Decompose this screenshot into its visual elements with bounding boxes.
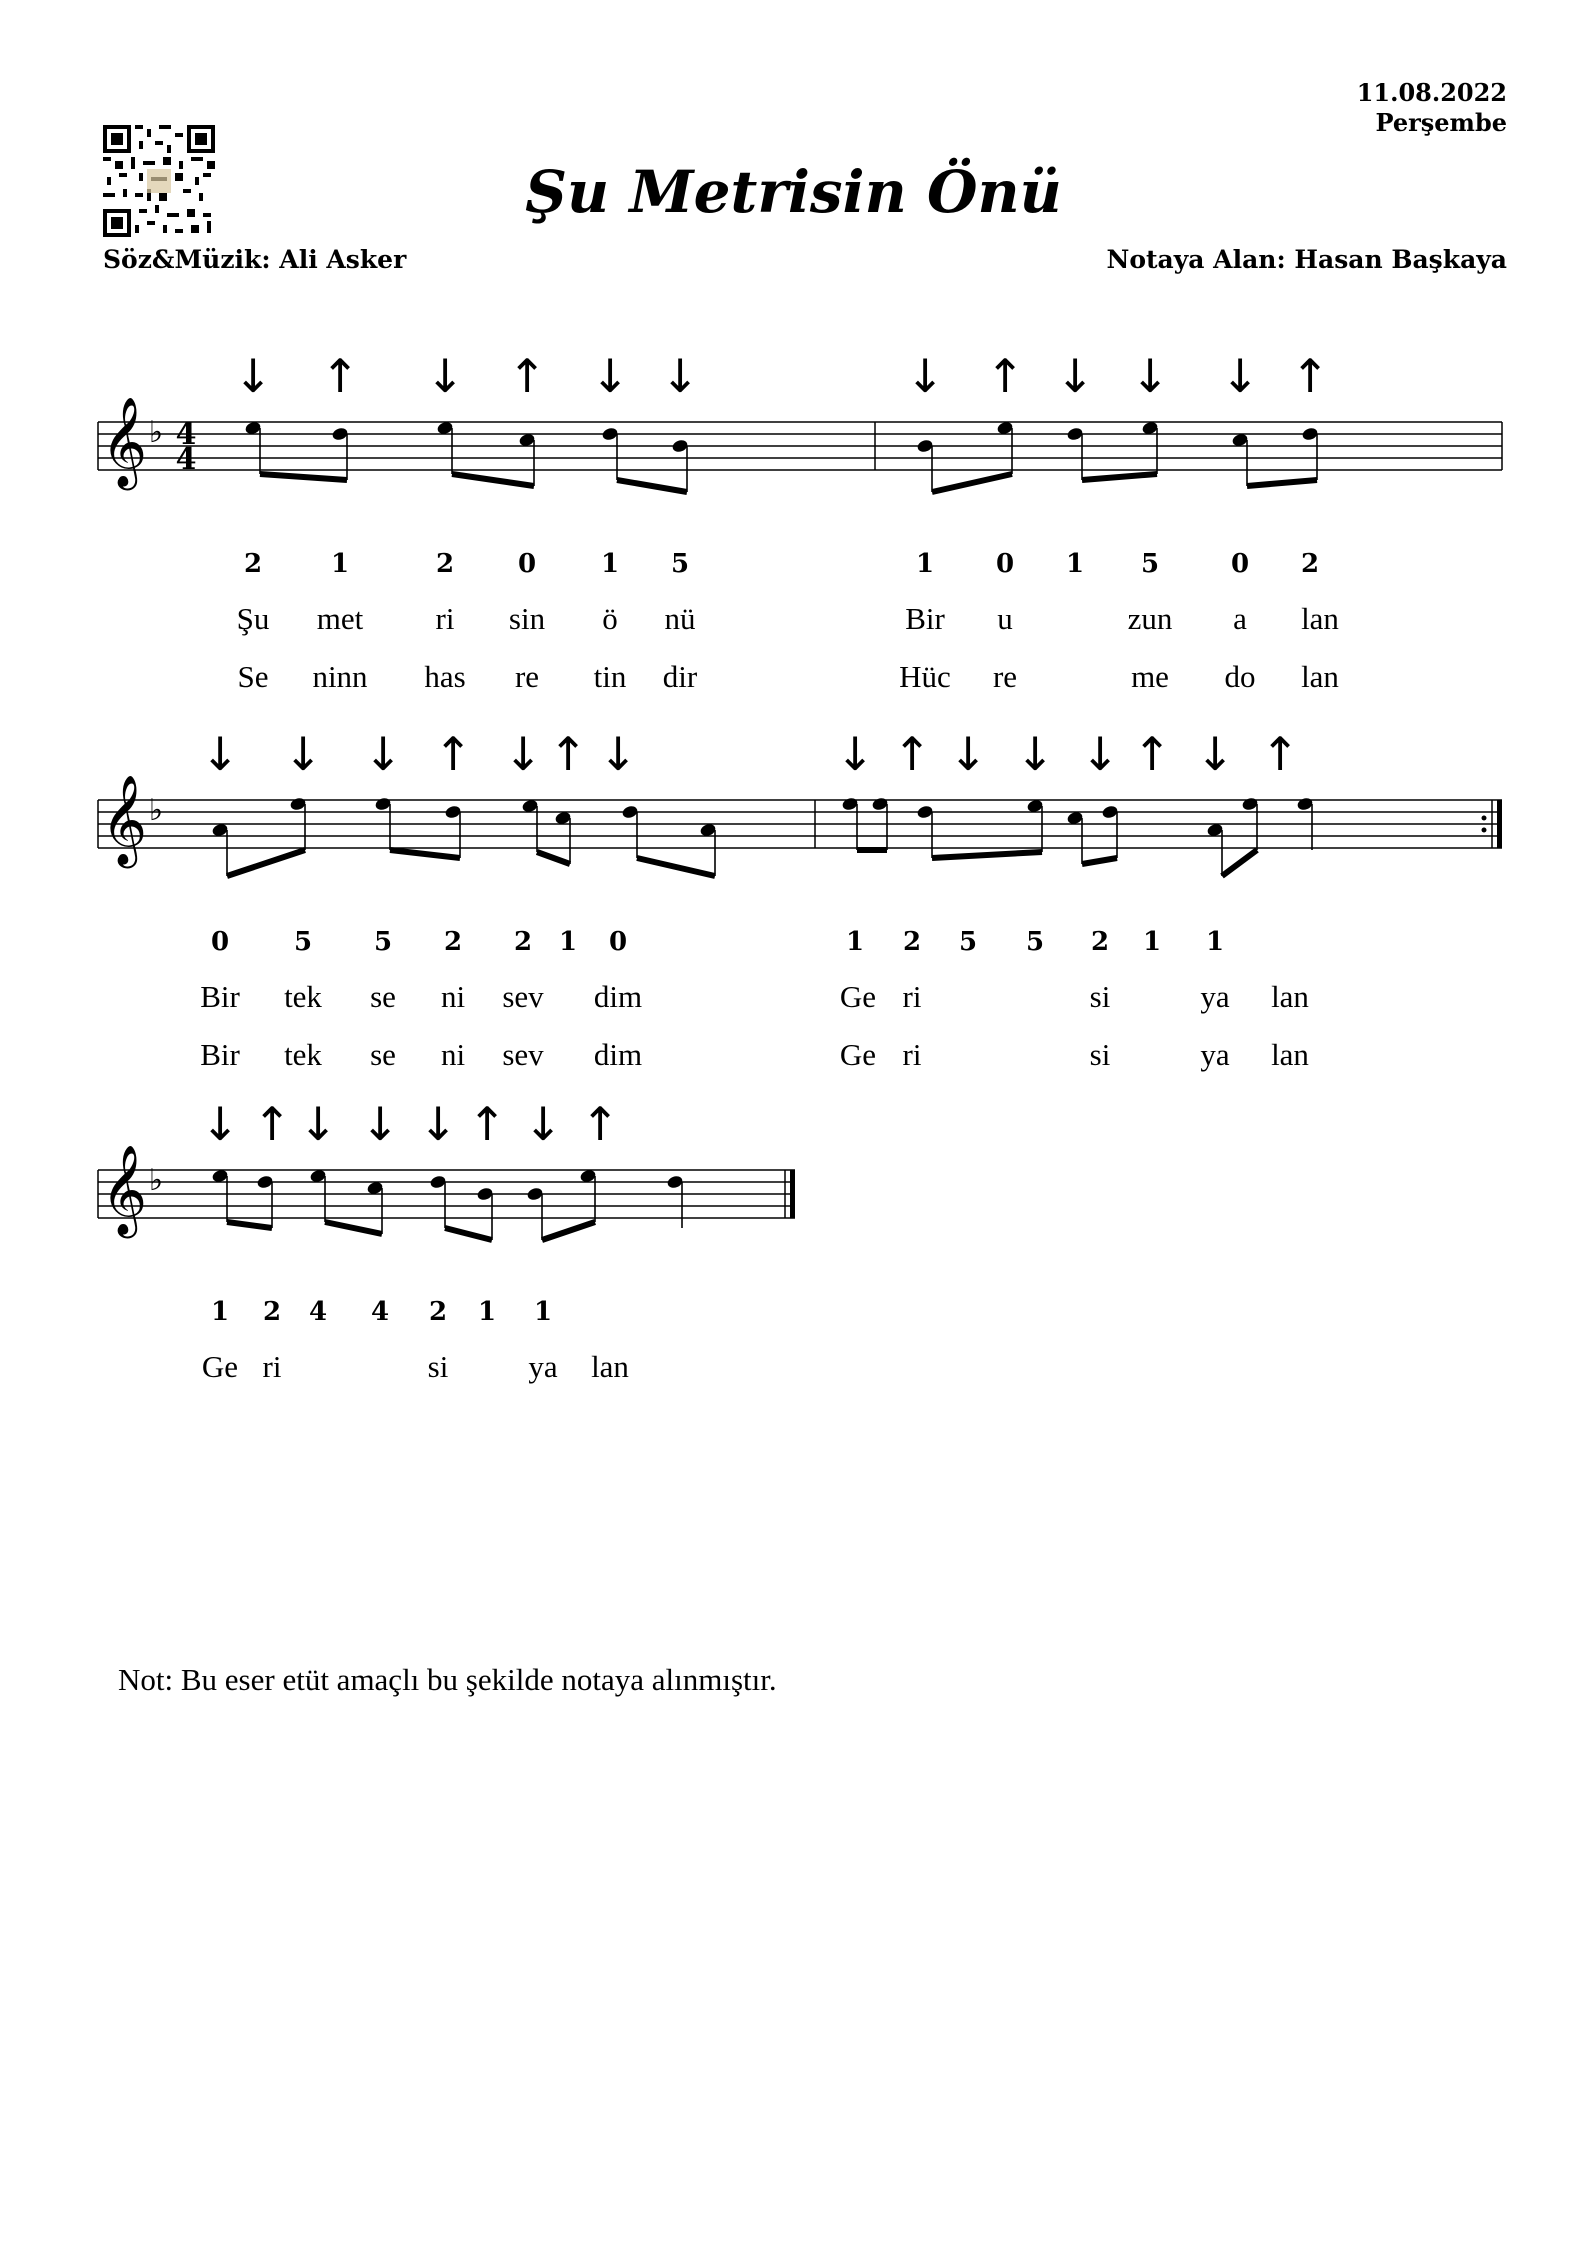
arrow-up-icon: ↑ bbox=[580, 1097, 620, 1151]
lyric-syllable: tek bbox=[284, 979, 322, 1014]
note-beam bbox=[390, 850, 460, 858]
lyric-syllable: sev bbox=[502, 1037, 544, 1072]
repeat-dot bbox=[1482, 828, 1487, 833]
arrow-up-icon: ↑ bbox=[433, 727, 473, 781]
lyric-syllable: ya bbox=[1200, 979, 1230, 1014]
fingering-number: 5 bbox=[1140, 549, 1160, 579]
arrow-up-icon: ↑ bbox=[1132, 727, 1172, 781]
note-beam bbox=[445, 1228, 492, 1240]
arrow-down-icon: ↓ bbox=[360, 1097, 400, 1151]
lyric-syllable: re bbox=[514, 659, 540, 694]
lyric-syllable: si bbox=[1089, 1037, 1111, 1072]
arrow-down-icon: ↓ bbox=[598, 727, 638, 781]
lyric-syllable: zun bbox=[1127, 601, 1173, 636]
flat-icon: ♭ bbox=[148, 793, 164, 828]
lyric-syllable: me bbox=[1131, 659, 1169, 694]
arrow-up-icon: ↑ bbox=[252, 1097, 292, 1151]
lyric-syllable: Se bbox=[237, 659, 269, 694]
lyric-syllable: ri bbox=[262, 1349, 282, 1384]
arrow-up-icon: ↑ bbox=[548, 727, 588, 781]
arrow-down-icon: ↓ bbox=[835, 727, 875, 781]
fingering-number: 1 bbox=[600, 549, 620, 579]
lyric-syllable: ri bbox=[435, 601, 455, 636]
fingering-number: 0 bbox=[517, 549, 537, 579]
fingering-number: 1 bbox=[533, 1297, 553, 1327]
staff-system bbox=[98, 397, 1502, 492]
note-beam bbox=[617, 480, 687, 492]
lyric-syllable: met bbox=[316, 601, 364, 636]
lyric-syllable: si bbox=[1089, 979, 1111, 1014]
treble-clef-icon: 𝄞 bbox=[100, 775, 148, 865]
arrow-up-icon: ↑ bbox=[467, 1097, 507, 1151]
fingering-number: 4 bbox=[308, 1297, 328, 1327]
staff-system bbox=[98, 775, 1502, 876]
note-beam bbox=[637, 858, 715, 876]
fingering-number: 2 bbox=[262, 1297, 282, 1327]
lyric-syllable: se bbox=[370, 1037, 396, 1072]
arrow-down-icon: ↓ bbox=[948, 727, 988, 781]
fingering-number: 0 bbox=[1230, 549, 1250, 579]
time-signature-top: 4 bbox=[175, 417, 197, 452]
note-beam bbox=[537, 852, 570, 864]
lyric-syllable: ri bbox=[902, 1037, 922, 1072]
final-barline bbox=[790, 1170, 795, 1218]
fingering-number: 1 bbox=[477, 1297, 497, 1327]
note-beam bbox=[325, 1222, 382, 1234]
lyric-syllable: dim bbox=[593, 979, 643, 1014]
arrow-down-icon: ↓ bbox=[1130, 349, 1170, 403]
arrow-down-icon: ↓ bbox=[418, 1097, 458, 1151]
note-beam bbox=[1247, 480, 1317, 486]
flat-icon: ♭ bbox=[148, 415, 164, 450]
flat-icon: ♭ bbox=[148, 1163, 164, 1198]
lyric-syllable: lan bbox=[1271, 1037, 1309, 1072]
fingering-number: 2 bbox=[1090, 927, 1110, 957]
fingering-number: 5 bbox=[958, 927, 978, 957]
arrow-down-icon: ↓ bbox=[283, 727, 323, 781]
lyric-syllable: nü bbox=[664, 601, 696, 636]
arrow-down-icon: ↓ bbox=[233, 349, 273, 403]
arrow-down-icon: ↓ bbox=[660, 349, 700, 403]
arrow-up-icon: ↑ bbox=[507, 349, 547, 403]
treble-clef-icon: 𝄞 bbox=[100, 1145, 148, 1235]
treble-clef-icon: 𝄞 bbox=[100, 397, 148, 487]
fingering-number: 2 bbox=[428, 1297, 448, 1327]
lyric-syllable: Şu bbox=[236, 601, 270, 636]
fingering-number: 4 bbox=[370, 1297, 390, 1327]
lyric-syllable: Hüc bbox=[899, 659, 951, 694]
lyric-syllable: Ge bbox=[839, 1037, 877, 1072]
fingering-number: 1 bbox=[1142, 927, 1162, 957]
fingering-number: 5 bbox=[670, 549, 690, 579]
fingering-number: 5 bbox=[373, 927, 393, 957]
fingering-number: 2 bbox=[435, 549, 455, 579]
arrow-down-icon: ↓ bbox=[1195, 727, 1235, 781]
note-beam bbox=[932, 474, 1012, 492]
note-beam bbox=[542, 1222, 595, 1240]
arrow-down-icon: ↓ bbox=[1220, 349, 1260, 403]
note-beam bbox=[1082, 474, 1157, 480]
arrow-down-icon: ↓ bbox=[523, 1097, 563, 1151]
arrow-up-icon: ↑ bbox=[985, 349, 1025, 403]
note-beam bbox=[227, 850, 305, 876]
lyric-syllable: Ge bbox=[839, 979, 877, 1014]
arrow-down-icon: ↓ bbox=[905, 349, 945, 403]
lyric-syllable: Bir bbox=[905, 601, 945, 636]
lyric-syllable: has bbox=[424, 659, 466, 694]
date-text: 11.08.2022 bbox=[1356, 78, 1507, 107]
arrow-down-icon: ↓ bbox=[298, 1097, 338, 1151]
lyric-syllable: dir bbox=[662, 659, 698, 694]
lyric-syllable: do bbox=[1224, 659, 1256, 694]
fingering-number: 1 bbox=[1205, 927, 1225, 957]
arrow-up-icon: ↑ bbox=[1260, 727, 1300, 781]
repeat-dot bbox=[1482, 816, 1487, 821]
note-beam bbox=[932, 852, 1042, 858]
final-barline bbox=[1497, 800, 1502, 848]
lyric-syllable: tin bbox=[593, 659, 627, 694]
lyric-syllable: sin bbox=[508, 601, 546, 636]
lyric-syllable: lan bbox=[1301, 601, 1339, 636]
fingering-number: 1 bbox=[210, 1297, 230, 1327]
page-title: Şu Metrisin Önü bbox=[525, 158, 1062, 226]
fingering-number: 5 bbox=[293, 927, 313, 957]
arrow-up-icon: ↑ bbox=[320, 349, 360, 403]
fingering-number: 2 bbox=[243, 549, 263, 579]
fingering-number: 1 bbox=[558, 927, 578, 957]
fingering-number: 2 bbox=[1300, 549, 1320, 579]
lyric-syllable: se bbox=[370, 979, 396, 1014]
arrow-down-icon: ↓ bbox=[200, 727, 240, 781]
arrow-down-icon: ↓ bbox=[425, 349, 465, 403]
arrow-up-icon: ↑ bbox=[1290, 349, 1330, 403]
footer-note: Not: Bu eser etüt amaçlı bu şekilde notaya alınmıştır. bbox=[118, 1662, 777, 1697]
fingering-number: 1 bbox=[1065, 549, 1085, 579]
arrow-down-icon: ↓ bbox=[1055, 349, 1095, 403]
composer-credit: Söz&Müzik: Ali Asker bbox=[103, 245, 407, 274]
lyric-syllable: ni bbox=[440, 1037, 466, 1072]
fingering-number: 0 bbox=[995, 549, 1015, 579]
lyric-syllable: Ge bbox=[201, 1349, 239, 1384]
time-signature-bottom: 4 bbox=[175, 442, 197, 477]
lyric-syllable: si bbox=[427, 1349, 449, 1384]
note-beam bbox=[227, 1222, 272, 1228]
lyric-syllable: ya bbox=[1200, 1037, 1230, 1072]
lyric-syllable: lan bbox=[591, 1349, 629, 1384]
note-beam bbox=[1082, 858, 1117, 864]
lyric-syllable: Bir bbox=[200, 979, 240, 1014]
lyric-syllable: lan bbox=[1271, 979, 1309, 1014]
fingering-number: 1 bbox=[915, 549, 935, 579]
lyric-syllable: tek bbox=[284, 1037, 322, 1072]
lyric-syllable: ninn bbox=[312, 659, 368, 694]
lyric-syllable: ö bbox=[602, 601, 618, 636]
arrow-down-icon: ↓ bbox=[1080, 727, 1120, 781]
arrow-down-icon: ↓ bbox=[1015, 727, 1055, 781]
arrow-down-icon: ↓ bbox=[363, 727, 403, 781]
fingering-number: 2 bbox=[513, 927, 533, 957]
fingering-number: 0 bbox=[210, 927, 230, 957]
lyric-syllable: Bir bbox=[200, 1037, 240, 1072]
fingering-number: 1 bbox=[330, 549, 350, 579]
day-text: Perşembe bbox=[1375, 108, 1507, 137]
fingering-number: 5 bbox=[1025, 927, 1045, 957]
arrow-up-icon: ↑ bbox=[892, 727, 932, 781]
lyric-syllable: ri bbox=[902, 979, 922, 1014]
arrow-down-icon: ↓ bbox=[590, 349, 630, 403]
lyric-syllable: a bbox=[1233, 601, 1247, 636]
lyric-syllable: re bbox=[992, 659, 1018, 694]
fingering-number: 0 bbox=[608, 927, 628, 957]
fingering-number: 1 bbox=[845, 927, 865, 957]
note-beam bbox=[260, 474, 347, 480]
arrow-down-icon: ↓ bbox=[503, 727, 543, 781]
note-beam bbox=[1222, 850, 1257, 876]
lyric-syllable: dim bbox=[593, 1037, 643, 1072]
arrow-down-icon: ↓ bbox=[200, 1097, 240, 1151]
lyric-syllable: ni bbox=[440, 979, 466, 1014]
staff-system bbox=[98, 1145, 795, 1240]
lyric-syllable: ya bbox=[528, 1349, 558, 1384]
lyric-syllable: u bbox=[997, 601, 1013, 636]
fingering-number: 2 bbox=[902, 927, 922, 957]
fingering-number: 2 bbox=[443, 927, 463, 957]
lyric-syllable: sev bbox=[502, 979, 544, 1014]
note-beam bbox=[452, 474, 534, 486]
arranger-credit: Notaya Alan: Hasan Başkaya bbox=[1106, 245, 1507, 274]
lyric-syllable: lan bbox=[1301, 659, 1339, 694]
